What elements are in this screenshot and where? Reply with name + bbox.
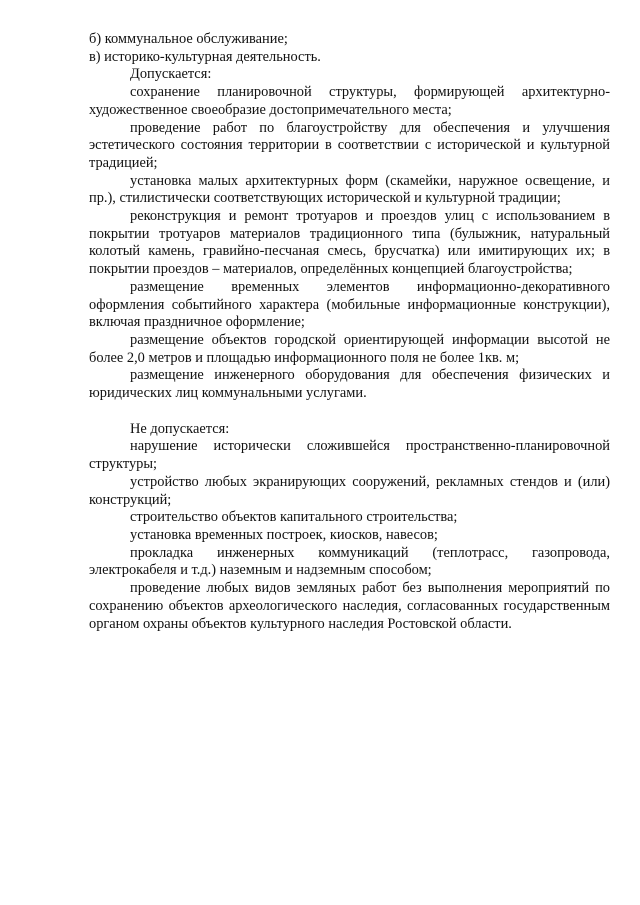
allowed-item: сохранение планировочной структуры, формирующей архитектурно-художественное своеобразие достопримечательного места; — [89, 84, 610, 118]
allowed-item: реконструкция и ремонт тротуаров и проездов улиц с использованием в покрытии тротуаров материалов традиционного типа (булыжник, натуральный колотый камень, гравийно-песчаная смесь, брусчатка) или имитирующих их; в покрытии проездов – материалов, определённых концепцией благоустройства; — [89, 208, 610, 278]
forbidden-item: прокладка инженерных коммуникаций (теплотрасс, газопровода, электрокабеля и т.д.) наземным и надземным способом; — [89, 544, 610, 579]
allowed-item: установка малых архитектурных форм (скамейки, наружное освещение, и пр.), стилистически соответствующих исторической и культурной традиции; — [89, 172, 610, 207]
section-gap — [89, 403, 610, 421]
forbidden-item: устройство любых экранирующих сооружений, рекламных стендов и (или) конструкций; — [89, 473, 610, 508]
forbidden-heading: Не допускается: — [130, 420, 230, 437]
document-page — [89, 31, 610, 633]
forbidden-item: строительство объектов капитального строительства; — [130, 509, 458, 526]
forbidden-item: нарушение исторически сложившейся пространственно-планировочной структуры; — [89, 438, 610, 473]
list-item-v: в) историко-культурная деятельность. — [89, 48, 321, 65]
allowed-item: размещение временных элементов информационно-декоративного оформления событийного характера (мобильные информационные конструкции), включая праздничное оформление; — [89, 278, 610, 331]
list-item-b: б) коммунальное обслуживание; — [89, 31, 288, 47]
allowed-heading: Допускается: — [130, 66, 212, 83]
allowed-item: размещение объектов городской ориентирующей информации высотой не более 2,0 метров и площадью информационного поля не более 1кв. м; — [89, 331, 610, 366]
allowed-item: размещение инженерного оборудования для обеспечения физических и юридических лиц коммунальными услугами. — [89, 367, 610, 402]
allowed-item: проведение работ по благоустройству для обеспечения и улучшения эстетического состояния территории в соответствии с исторической и культурной традицией; — [89, 119, 610, 171]
forbidden-item: установка временных построек, киосков, навесов; — [130, 526, 438, 543]
forbidden-item: проведение любых видов земляных работ без выполнения мероприятий по сохранению объектов археологического наследия, согласованных государственным органом охраны объектов культурного наследия Ростовской области. — [89, 580, 610, 632]
